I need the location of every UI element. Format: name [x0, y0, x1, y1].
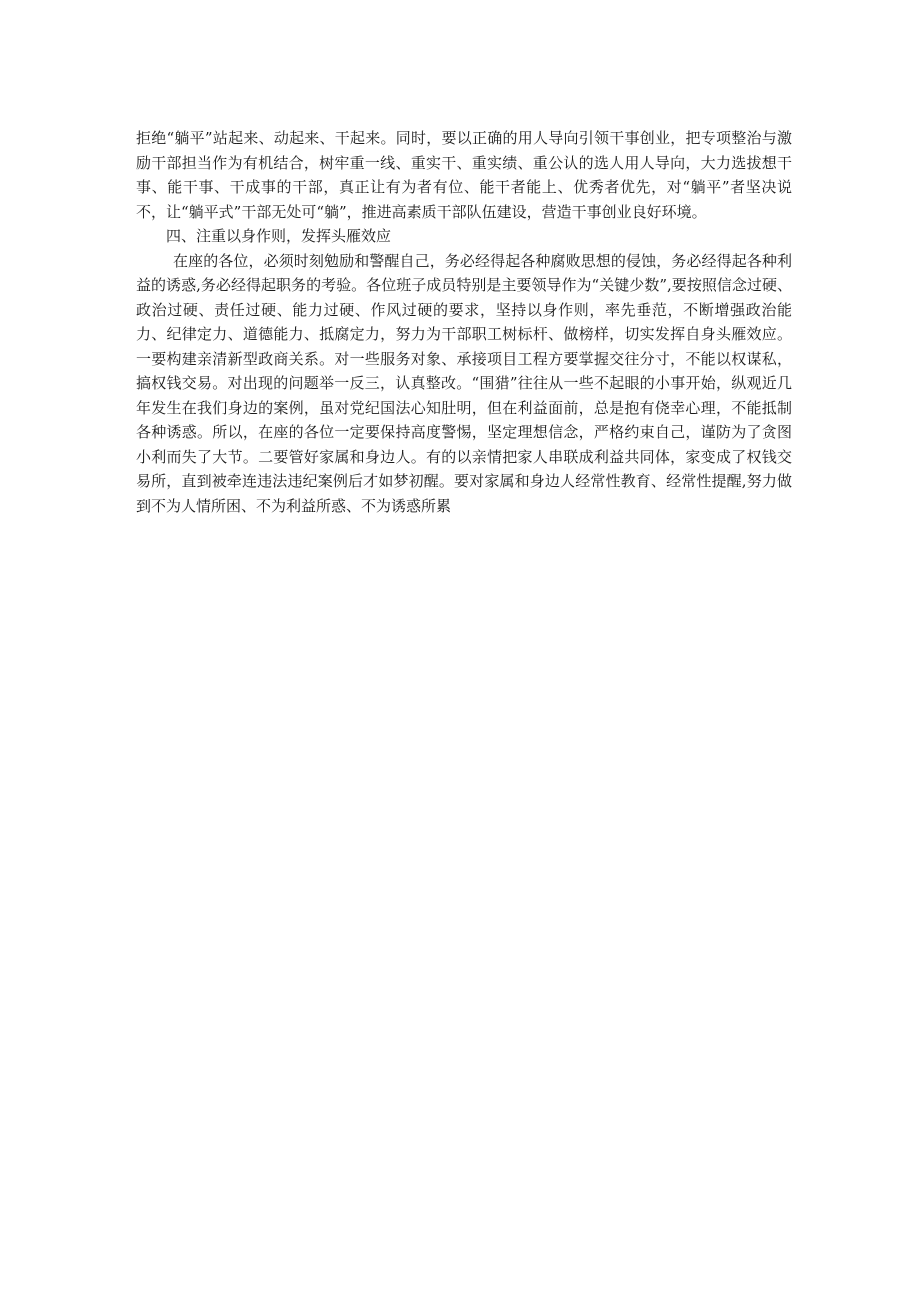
- paragraph-body: 在座的各位，必须时刻勉励和警醒自己，务必经得起各种腐败思想的侵蚀，务必经得起各种利益的诱惑,务必经得起职务的考验。各位班子成员特别是主要领导作为“关键少数”,要按照信念过硬、政治过硬、责任过硬、能力过硬、作风过硬的要求，坚持以身作则，率先垂范，不断增强政治能力、纪律定力、道德能力、抵腐定力，努力为干部职工树标杆、做榜样，切实发挥自身头雁效应。一要构建亲清新型政商关系。对一些服务对象、承接项目工程方要掌握交往分寸，不能以权谋私，搞权钱交易。对出现的问题举一反三，认真整改。“围猎”往往从一些不起眼的小事开始，纵观近几年发生在我们身边的案例，虽对党纪国法心知肚明，但在利益面前，总是抱有侥幸心理，不能抵制各种诱惑。所以，在座的各位一定要保持高度警惕，坚定理想信念，严格约束自己，谨防为了贪图小利而失了大节。二要管好家属和身边人。有的以亲情把家人串联成利益共同体，家变成了权钱交易所，直到被牵连违法违纪案例后才如梦初醒。要对家属和身边人经常性教育、经常性提醒,努力做到不为人情所困、不为利益所惑、不为诱惑所累: [136, 251, 792, 515]
- document-body: [136, 126, 792, 518]
- paragraph-continued: 拒绝“躺平”站起来、动起来、干起来。同时，要以正确的用人导向引领干事创业，把专项整治与激励干部担当作为有机结合，树牢重一线、重实干、重实绩、重公认的选人用人导向，大力选拔想干事、能干事、干成事的干部，真正让有为者有位、能干者能上、优秀者优先，对“躺平”者坚决说不，让“躺平式”干部无处可“躺”，推进高素质干部队伍建设，营造干事创业良好环境。: [136, 129, 792, 221]
- section-heading-4: 四、注重以身作则，发挥头雁效应: [166, 227, 392, 245]
